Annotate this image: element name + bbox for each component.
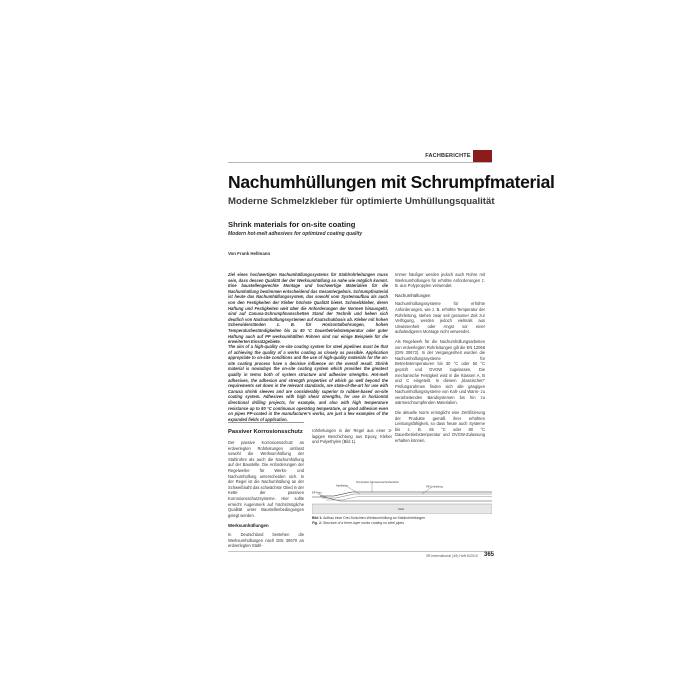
section-accent-box bbox=[473, 150, 492, 162]
caption-number-english: Fig. 1: bbox=[312, 520, 322, 525]
abstract-german: Ziel eines hochwertigen Nachumhüllungssystems für Stahlrohrleitungen muss sein, dass dessen Qualität der der Werksumhüllung so nahe wie möglich kommt. Eine baustellengerechte Montage und hochwertige Materialien für die Nachumhüllung bestimmen entscheidend das Gesamtergebnis. Schrumpfmaterial ist heute das Nachumhüllungssystem, das sowohl vom Systemaufbau als auch von den Festigkeiten der Kleber höchste Qualität bietet. Schmelzkleber, deren Haftung und Festigkeiten weit über die Anforderungen der Normen hinausgeht, sind auf Canusa-Schrumpfmanschetten Stand der Technik und heben sich deutlich von Nachumhüllungssystemen auf Kautschukbasis ab. Kleber mit hohen Scherwiderständen z. B. für Horizontalbohrungen, hohen Temperaturbeständigkeiten bis zu 80 °C Dauerbetriebstemperatur oder guter Haftung auch auf PP werksumhüllten Rohren sind nur einige Beispiele für die erweiterten Einsatzgebiete. bbox=[228, 272, 388, 345]
article-title: Nachumhüllungen mit Schrumpfmaterial bbox=[228, 172, 555, 192]
left-subheading: Werksumhüllungen bbox=[228, 523, 269, 529]
journal-reference: 3R international (49) Heft 6/2010 bbox=[425, 554, 478, 558]
right-paragraph-2: Nachumhüllungssysteme für erhöhte Anforderungen, wie z. B. erhöhte Temperatur der Rohrleitung, stehen zwar seit geraumer Zeit zur Verfügung, werden jedoch vielmals aus Unwissenheit oder Angst vor einer aufwändigeren Montage nicht verwendet. bbox=[395, 301, 485, 335]
right-paragraph-3: Als Regelwerk für die Nachumhüllungsarbeiten von erdverlegten Rohrleitungen gilt die EN 12068 (DIN 30672). In der Vergangenheit wurden die Nachumhüllungssysteme für Betriebstemperaturen bis 30 °C oder 50 °C geprüft und DVGW zugelassen. Die mechanische Festigkeit wird in die Klassen A, B und C eingeteilt. In diesem „klassischen" Prüfungsrahmen finden sich alle gängigen Nachumhüllungssysteme von Kalt- und Warm- zu verarbeitenden Bandsystemen bis hin zu wärmeschrumpfenden Materialien. bbox=[395, 338, 485, 406]
middle-column bbox=[312, 428, 392, 449]
middle-paragraph: rohrleitungen in der Regel aus einer 3-lagigen Beschichtung aus Epoxy, Kleber und Polyethylen (Bild 1). bbox=[312, 428, 392, 445]
left-column-divider bbox=[228, 422, 304, 423]
right-paragraph-4: Die aktuelle Norm ermöglicht eine Zertifizierung der Produkte gemäß ihrer erhöhten Leistungsfähigkeit, so dass heute auch Systeme bis z. B. 65 °C oder 80 °C Dauerbetriebstemperatur und DVGW-Zulassung erhalten können. bbox=[395, 410, 485, 444]
english-title: Shrink materials for on-site coating bbox=[228, 220, 356, 229]
left-paragraph-2: In Deutschland bestehen die Werksumhüllungen nach DIN 30670 an erdverlegten Stahl- bbox=[228, 531, 304, 549]
figure-caption bbox=[312, 516, 492, 525]
left-column bbox=[228, 428, 304, 553]
top-divider bbox=[228, 162, 492, 163]
author-line: Von Frank Hellmann bbox=[228, 251, 271, 256]
article-subtitle: Moderne Schmelzkleber für optimierte Umhüllungsqualität bbox=[228, 196, 495, 207]
footer-divider bbox=[228, 551, 492, 552]
section-label: FACHBERICHTE bbox=[424, 150, 472, 163]
right-paragraph-1: Immer häufiger werden jedoch auch Rohre mit Werksumhüllungen für erhöhte Anforderungen z. B. aus Polypropylen verwendet. bbox=[395, 272, 485, 289]
caption-number-german: Bild 1: bbox=[312, 516, 323, 520]
label-epoxy: EP-Harz bbox=[312, 491, 322, 495]
abstract-english: The aim of a high-quality on-site coating system for steel pipelines must be that of achieving the quality of a works coating as closely as possible. Application appropriate to on-site conditions and the use of high-quality materials for the on-site coating process have a decisive influence on the overall result. Shrink material is nowadays the on-site coating system which provides the greatest quality in terms both of system structure and adhesive strengths. Hot-melt adhesives, the adhesion and strength properties of which go well beyond the requirements set down in the relevant standards, are state-of-the-art for use with Canusa shrink sleeves and are considerably superior to rubber-based on-site coating system. Adhesives with high shear strengths, for use in horizontal directional drilling projects, for example, and also with high temperature resistance up to 80 °C continuous operating temperature, or good adhesion even on pipes PP-coated in the manufacturer's works, are just a few examples of the expanded fields of application. bbox=[228, 344, 388, 422]
caption-text-german: Aufbau einer Drei-Schichten-Werksumhüllung an Stahlrohrleitungen bbox=[323, 516, 426, 520]
label-coating: Temporärer Korrosionsschutzanstrich bbox=[356, 480, 399, 484]
label-steel: Stahl bbox=[398, 508, 404, 511]
page-number: 365 bbox=[483, 552, 494, 558]
left-heading: Passiver Korrosionsschutz bbox=[228, 429, 303, 435]
label-pe: PE-Umhüllung bbox=[426, 485, 443, 489]
right-subheading: Nachumhüllungen bbox=[395, 292, 431, 298]
right-column bbox=[395, 272, 485, 448]
coating-structure-figure bbox=[312, 480, 492, 514]
caption-english-line bbox=[312, 521, 492, 526]
english-subtitle: Modern hot-melt adhesives for optimized coating quality bbox=[228, 231, 363, 237]
left-paragraph-1: Der passive Korrosionsschutz an erdverlegten Rohrleitungen umfasst sowohl die Werksumhüllung der Stahlrohre als auch die Nachumhüllung auf der Baustelle. Die Anforderungen der Regelwerke für Werks- und Nachumhüllung unterscheiden sich. In der Regel ist die Nachumhüllung an der Schweißnaht das schwächste Glied in der Kette der passiven Korrosionsschutzsysteme. Hier sollte erreicht Augenmerk auf höchstmögliche Qualität unter Baustellenbedingungen gelegt werden. bbox=[228, 440, 305, 518]
label-adhesive: Hartkleber bbox=[336, 484, 348, 488]
caption-text-english: Structure of a three-layer works coating on steel pipes bbox=[322, 520, 404, 525]
